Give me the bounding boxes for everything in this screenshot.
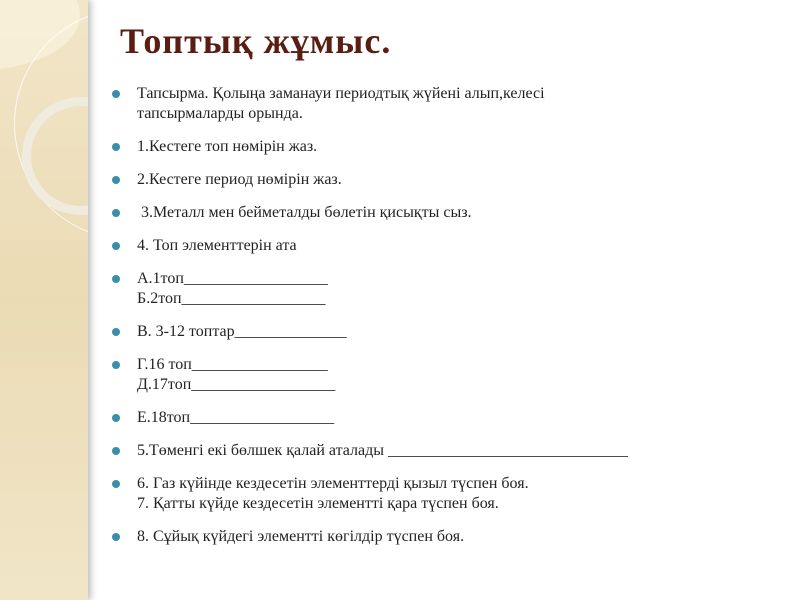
bullet-icon [112,275,120,283]
bullet-icon [112,533,120,541]
item-text: 1.Кестеге топ нөмірін жаз. [137,138,318,155]
item-text: 5.Төменгі екі бөлшек қалай аталады ______________________________ [137,442,628,459]
item-text: 7. Қатты күйде кездесетін элементті қара түспен боя. [137,495,499,512]
item-text: 4. Топ элементтерін ата [137,237,297,254]
item-text: 2.Кестеге период нөмірін жаз. [137,171,342,188]
bullet-icon [112,414,120,422]
item-text: Б.2топ__________________ [137,290,326,307]
item-text: Е.18топ__________________ [137,409,335,426]
list-item [110,269,628,309]
list-item [110,236,628,256]
bullet-icon [112,176,120,184]
item-text: Д.17топ__________________ [137,376,336,393]
item-text: Г.16 топ_________________ [137,356,328,373]
list-item [110,355,628,395]
item-text: Тапсырма. Қолыңа заманауи периодтық жүйені алып,келесі [137,85,545,102]
decorative-sidebar [0,0,88,600]
list-item [110,84,628,124]
item-text: В. 3-12 топтар______________ [137,323,347,340]
bullet-list [110,84,628,560]
item-text: 3.Металл мен бейметалды бөлетін қисықты сыз. [137,204,472,221]
bullet-icon [112,143,120,151]
item-text: 8. Сұйық күйдегі элементті көгілдір түспен боя. [137,528,465,545]
bullet-icon [112,209,120,217]
item-text: А.1топ__________________ [137,270,328,287]
list-item [110,137,628,157]
list-item [110,441,628,461]
bullet-icon [112,242,120,250]
item-text: 6. Газ күйінде кездесетін элементтерді қызыл түспен боя. [137,475,529,492]
item-text: тапсырмаларды орында. [137,105,303,122]
list-item [110,527,628,547]
bullet-icon [112,328,120,336]
bullet-icon [112,90,120,98]
bullet-icon [112,447,120,455]
list-item [110,322,628,342]
list-item [110,474,628,514]
list-item [110,170,628,190]
list-item [110,203,628,223]
slide-title: Топтық жұмыс. [120,21,392,61]
bullet-icon [112,361,120,369]
bullet-icon [112,480,120,488]
list-item [110,408,628,428]
